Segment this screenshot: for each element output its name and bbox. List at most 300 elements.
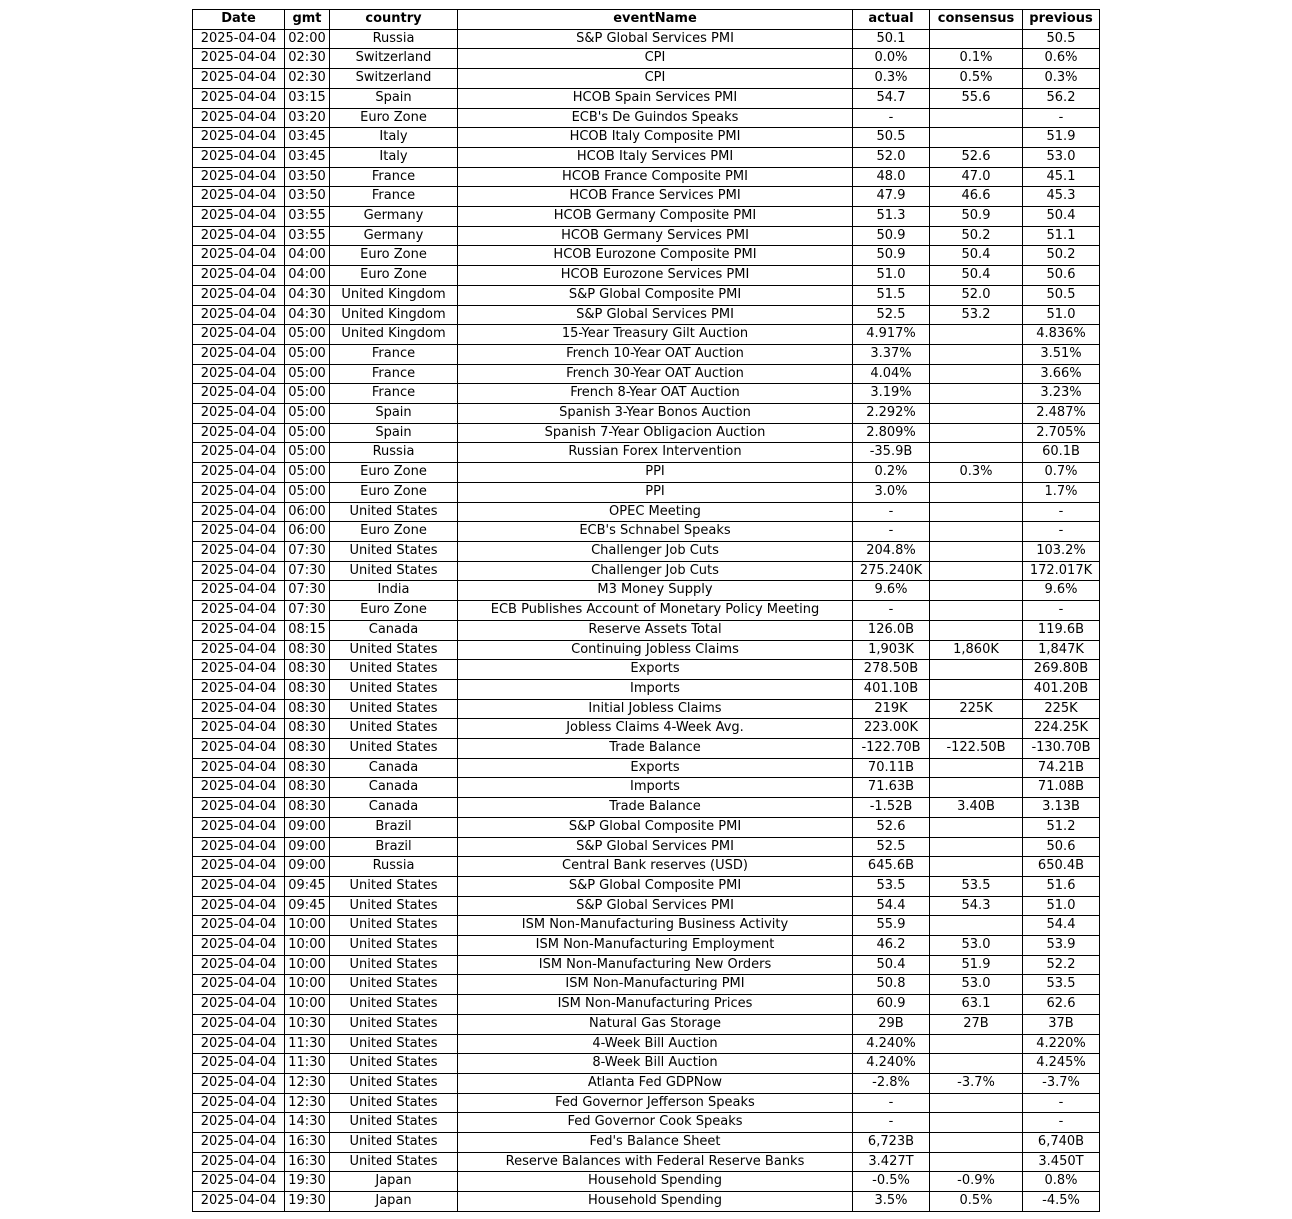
table-row: [193, 187, 1100, 207]
table-cell: United States: [330, 561, 458, 581]
table-cell: Fed's Balance Sheet: [458, 1133, 853, 1153]
table-cell: Canada: [330, 778, 458, 798]
table-cell: 55.9: [853, 916, 930, 936]
table-cell: 4.240%: [853, 1054, 930, 1074]
table-cell: 2025-04-04: [193, 147, 285, 167]
table-row: [193, 167, 1100, 187]
table-cell: 52.0: [930, 285, 1023, 305]
table-cell: 2025-04-04: [193, 896, 285, 916]
table-cell: [930, 443, 1023, 463]
table-cell: 08:30: [285, 679, 330, 699]
table-cell: 9.6%: [853, 581, 930, 601]
table-cell: 07:30: [285, 581, 330, 601]
table-cell: 71.08B: [1023, 778, 1100, 798]
table-cell: -35.9B: [853, 443, 930, 463]
table-cell: S&P Global Composite PMI: [458, 876, 853, 896]
table-cell: 2025-04-04: [193, 916, 285, 936]
table-cell: 2025-04-04: [193, 679, 285, 699]
table-cell: 11:30: [285, 1054, 330, 1074]
table-cell: [930, 857, 1023, 877]
table-cell: Household Spending: [458, 1192, 853, 1212]
table-cell: Russia: [330, 29, 458, 49]
table-cell: 50.4: [930, 266, 1023, 286]
table-cell: 10:00: [285, 916, 330, 936]
table-cell: 53.9: [1023, 936, 1100, 956]
table-cell: 2025-04-04: [193, 1152, 285, 1172]
table-row: [193, 29, 1100, 49]
table-cell: 2025-04-04: [193, 1034, 285, 1054]
table-cell: 2.705%: [1023, 423, 1100, 443]
table-cell: 0.1%: [930, 49, 1023, 69]
table-row: [193, 88, 1100, 108]
table-cell: 2025-04-04: [193, 187, 285, 207]
table-cell: United States: [330, 699, 458, 719]
table-cell: 03:45: [285, 147, 330, 167]
table-cell: 10:30: [285, 1014, 330, 1034]
table-cell: 46.6: [930, 187, 1023, 207]
table-cell: United States: [330, 679, 458, 699]
table-cell: 10:00: [285, 995, 330, 1015]
table-cell: 50.1: [853, 29, 930, 49]
table-cell: 53.0: [1023, 147, 1100, 167]
column-header-consensus: consensus: [930, 10, 1023, 30]
table-cell: 10:00: [285, 955, 330, 975]
table-cell: 51.9: [1023, 128, 1100, 148]
table-cell: 53.2: [930, 305, 1023, 325]
table-cell: United States: [330, 916, 458, 936]
table-cell: 2025-04-04: [193, 246, 285, 266]
table-cell: 51.1: [1023, 226, 1100, 246]
table-cell: 4.917%: [853, 325, 930, 345]
table-cell: [930, 620, 1023, 640]
table-cell: 53.0: [930, 936, 1023, 956]
table-cell: 08:30: [285, 798, 330, 818]
table-cell: United States: [330, 1093, 458, 1113]
table-cell: 02:00: [285, 29, 330, 49]
table-row: [193, 404, 1100, 424]
table-cell: Canada: [330, 798, 458, 818]
table-cell: 54.3: [930, 896, 1023, 916]
table-cell: Fed Governor Jefferson Speaks: [458, 1093, 853, 1113]
table-cell: United States: [330, 739, 458, 759]
table-row: [193, 936, 1100, 956]
table-cell: France: [330, 187, 458, 207]
table-cell: 2025-04-04: [193, 1014, 285, 1034]
table-cell: 05:00: [285, 404, 330, 424]
table-row: [193, 1133, 1100, 1153]
table-cell: Canada: [330, 758, 458, 778]
table-row: [193, 620, 1100, 640]
table-cell: United Kingdom: [330, 285, 458, 305]
table-cell: 45.1: [1023, 167, 1100, 187]
table-cell: United States: [330, 1133, 458, 1153]
table-cell: 2025-04-04: [193, 207, 285, 227]
table-cell: 3.40B: [930, 798, 1023, 818]
table-row: [193, 246, 1100, 266]
column-header-previous: previous: [1023, 10, 1100, 30]
table-cell: Spain: [330, 423, 458, 443]
table-cell: Euro Zone: [330, 266, 458, 286]
table-cell: 47.0: [930, 167, 1023, 187]
table-cell: United States: [330, 1014, 458, 1034]
table-cell: [930, 719, 1023, 739]
table-cell: -: [1023, 522, 1100, 542]
table-cell: 2025-04-04: [193, 561, 285, 581]
table-cell: 2025-04-04: [193, 1192, 285, 1212]
table-cell: ISM Non-Manufacturing Employment: [458, 936, 853, 956]
table-cell: 52.6: [930, 147, 1023, 167]
table-cell: -: [853, 522, 930, 542]
table-cell: 19:30: [285, 1192, 330, 1212]
table-cell: 2025-04-04: [193, 226, 285, 246]
table-cell: French 10-Year OAT Auction: [458, 344, 853, 364]
table-cell: Canada: [330, 620, 458, 640]
table-cell: Atlanta Fed GDPNow: [458, 1073, 853, 1093]
table-row: [193, 1172, 1100, 1192]
table-cell: [930, 364, 1023, 384]
table-cell: 50.9: [853, 226, 930, 246]
table-cell: 0.8%: [1023, 1172, 1100, 1192]
table-cell: S&P Global Services PMI: [458, 896, 853, 916]
table-cell: 224.25K: [1023, 719, 1100, 739]
table-cell: 06:00: [285, 522, 330, 542]
table-row: [193, 1034, 1100, 1054]
table-cell: 08:30: [285, 778, 330, 798]
table-cell: 2025-04-04: [193, 640, 285, 660]
table-cell: Challenger Job Cuts: [458, 561, 853, 581]
table-row: [193, 876, 1100, 896]
table-cell: 54.4: [853, 896, 930, 916]
table-cell: 645.6B: [853, 857, 930, 877]
table-cell: 51.2: [1023, 817, 1100, 837]
table-cell: 54.4: [1023, 916, 1100, 936]
table-cell: 51.0: [1023, 305, 1100, 325]
table-row: [193, 285, 1100, 305]
table-cell: 0.3%: [853, 69, 930, 89]
table-cell: 2025-04-04: [193, 660, 285, 680]
table-row: [193, 49, 1100, 69]
table-row: [193, 896, 1100, 916]
table-cell: United States: [330, 660, 458, 680]
table-cell: 3.13B: [1023, 798, 1100, 818]
table-cell: 401.10B: [853, 679, 930, 699]
table-cell: 8-Week Bill Auction: [458, 1054, 853, 1074]
table-cell: Spanish 3-Year Bonos Auction: [458, 404, 853, 424]
table-row: [193, 305, 1100, 325]
table-cell: Brazil: [330, 837, 458, 857]
table-cell: 2025-04-04: [193, 699, 285, 719]
table-cell: 51.6: [1023, 876, 1100, 896]
table-cell: 03:50: [285, 187, 330, 207]
table-cell: HCOB Eurozone Services PMI: [458, 266, 853, 286]
table-cell: ECB's Schnabel Speaks: [458, 522, 853, 542]
table-cell: 4.245%: [1023, 1054, 1100, 1074]
table-cell: 70.11B: [853, 758, 930, 778]
table-cell: 07:30: [285, 541, 330, 561]
table-cell: 225K: [1023, 699, 1100, 719]
table-cell: HCOB France Composite PMI: [458, 167, 853, 187]
table-cell: 50.6: [1023, 266, 1100, 286]
table-cell: [930, 758, 1023, 778]
table-cell: 46.2: [853, 936, 930, 956]
table-cell: 0.0%: [853, 49, 930, 69]
table-cell: 2025-04-04: [193, 1172, 285, 1192]
table-cell: 3.66%: [1023, 364, 1100, 384]
table-cell: [930, 423, 1023, 443]
table-cell: -: [1023, 1113, 1100, 1133]
table-row: [193, 679, 1100, 699]
table-cell: France: [330, 384, 458, 404]
table-cell: 2025-04-04: [193, 758, 285, 778]
table-cell: 2025-04-04: [193, 1133, 285, 1153]
table-cell: CPI: [458, 49, 853, 69]
table-cell: 08:30: [285, 719, 330, 739]
table-cell: Trade Balance: [458, 798, 853, 818]
table-cell: 4.240%: [853, 1034, 930, 1054]
table-cell: 2025-04-04: [193, 108, 285, 128]
table-cell: 0.7%: [1023, 463, 1100, 483]
table-cell: United States: [330, 995, 458, 1015]
table-cell: 2025-04-04: [193, 817, 285, 837]
table-cell: 50.9: [853, 246, 930, 266]
table-cell: 11:30: [285, 1034, 330, 1054]
table-cell: 50.2: [930, 226, 1023, 246]
table-cell: -122.50B: [930, 739, 1023, 759]
table-row: [193, 325, 1100, 345]
table-row: [193, 226, 1100, 246]
table-cell: 04:30: [285, 305, 330, 325]
table-cell: 50.8: [853, 975, 930, 995]
table-cell: 50.9: [930, 207, 1023, 227]
table-row: [193, 1113, 1100, 1133]
table-cell: 2025-04-04: [193, 1113, 285, 1133]
table-row: [193, 955, 1100, 975]
economic-calendar-table: [192, 9, 1100, 1212]
table-cell: 2025-04-04: [193, 29, 285, 49]
table-cell: 2025-04-04: [193, 739, 285, 759]
table-cell: 2025-04-04: [193, 384, 285, 404]
table-cell: [930, 581, 1023, 601]
table-cell: ISM Non-Manufacturing PMI: [458, 975, 853, 995]
table-cell: 02:30: [285, 69, 330, 89]
table-row: [193, 975, 1100, 995]
table-cell: -: [1023, 1093, 1100, 1113]
table-cell: France: [330, 364, 458, 384]
table-cell: Switzerland: [330, 49, 458, 69]
table-cell: [930, 1133, 1023, 1153]
table-cell: United States: [330, 640, 458, 660]
table-cell: 401.20B: [1023, 679, 1100, 699]
table-cell: 2025-04-04: [193, 285, 285, 305]
table-cell: 2025-04-04: [193, 778, 285, 798]
table-cell: 12:30: [285, 1093, 330, 1113]
table-cell: 3.5%: [853, 1192, 930, 1212]
table-cell: HCOB Germany Services PMI: [458, 226, 853, 246]
header-row: [193, 10, 1100, 30]
table-cell: 07:30: [285, 601, 330, 621]
table-cell: Exports: [458, 660, 853, 680]
table-cell: United States: [330, 896, 458, 916]
table-cell: 3.427T: [853, 1152, 930, 1172]
table-row: [193, 266, 1100, 286]
table-cell: Household Spending: [458, 1172, 853, 1192]
table-cell: 05:00: [285, 384, 330, 404]
table-cell: [930, 384, 1023, 404]
table-row: [193, 384, 1100, 404]
table-cell: 103.2%: [1023, 541, 1100, 561]
table-cell: 0.6%: [1023, 49, 1100, 69]
table-row: [193, 837, 1100, 857]
table-cell: 09:00: [285, 857, 330, 877]
table-cell: [930, 1113, 1023, 1133]
table-cell: Central Bank reserves (USD): [458, 857, 853, 877]
table-cell: Italy: [330, 128, 458, 148]
table-cell: 53.5: [1023, 975, 1100, 995]
table-cell: 275.240K: [853, 561, 930, 581]
column-header-eventName: eventName: [458, 10, 853, 30]
table-cell: [930, 601, 1023, 621]
table-cell: ISM Non-Manufacturing Prices: [458, 995, 853, 1015]
table-cell: Fed Governor Cook Speaks: [458, 1113, 853, 1133]
table-cell: 09:00: [285, 817, 330, 837]
table-cell: [930, 404, 1023, 424]
table-cell: 9.6%: [1023, 581, 1100, 601]
table-cell: 48.0: [853, 167, 930, 187]
table-cell: Reserve Assets Total: [458, 620, 853, 640]
table-cell: HCOB Italy Services PMI: [458, 147, 853, 167]
table-cell: [930, 325, 1023, 345]
table-cell: 2025-04-04: [193, 857, 285, 877]
table-cell: HCOB Eurozone Composite PMI: [458, 246, 853, 266]
table-cell: 2025-04-04: [193, 1093, 285, 1113]
table-cell: ISM Non-Manufacturing Business Activity: [458, 916, 853, 936]
table-cell: 2025-04-04: [193, 344, 285, 364]
table-cell: 05:00: [285, 482, 330, 502]
table-cell: 1,860K: [930, 640, 1023, 660]
table-cell: [930, 502, 1023, 522]
table-cell: 172.017K: [1023, 561, 1100, 581]
table-cell: 2025-04-04: [193, 69, 285, 89]
table-cell: 1,903K: [853, 640, 930, 660]
table-cell: 51.0: [853, 266, 930, 286]
table-cell: United States: [330, 936, 458, 956]
table-cell: 1.7%: [1023, 482, 1100, 502]
table-cell: [930, 482, 1023, 502]
table-cell: India: [330, 581, 458, 601]
table-cell: S&P Global Composite PMI: [458, 285, 853, 305]
table-cell: Imports: [458, 679, 853, 699]
table-cell: 2025-04-04: [193, 325, 285, 345]
table-cell: 4-Week Bill Auction: [458, 1034, 853, 1054]
table-cell: United Kingdom: [330, 325, 458, 345]
table-cell: 0.3%: [1023, 69, 1100, 89]
table-cell: 45.3: [1023, 187, 1100, 207]
table-cell: 2025-04-04: [193, 936, 285, 956]
table-cell: 05:00: [285, 364, 330, 384]
table-row: [193, 1014, 1100, 1034]
table-cell: 2025-04-04: [193, 798, 285, 818]
table-cell: 52.5: [853, 837, 930, 857]
table-cell: 47.9: [853, 187, 930, 207]
table-cell: -0.9%: [930, 1172, 1023, 1192]
table-cell: United States: [330, 541, 458, 561]
table-cell: Russia: [330, 443, 458, 463]
table-cell: Switzerland: [330, 69, 458, 89]
table-cell: Italy: [330, 147, 458, 167]
table-cell: [930, 778, 1023, 798]
table-cell: 06:00: [285, 502, 330, 522]
table-row: [193, 1152, 1100, 1172]
table-cell: 50.5: [1023, 285, 1100, 305]
table-row: [193, 699, 1100, 719]
table-cell: 4.836%: [1023, 325, 1100, 345]
table-cell: -: [1023, 108, 1100, 128]
table-cell: 2025-04-04: [193, 88, 285, 108]
table-cell: HCOB Spain Services PMI: [458, 88, 853, 108]
table-row: [193, 739, 1100, 759]
table-cell: 08:30: [285, 739, 330, 759]
table-cell: HCOB France Services PMI: [458, 187, 853, 207]
table-cell: 16:30: [285, 1152, 330, 1172]
table-cell: 225K: [930, 699, 1023, 719]
table-row: [193, 995, 1100, 1015]
table-cell: 0.5%: [930, 1192, 1023, 1212]
table-cell: United States: [330, 1073, 458, 1093]
table-row: [193, 817, 1100, 837]
table-cell: 03:15: [285, 88, 330, 108]
table-cell: 0.3%: [930, 463, 1023, 483]
table-cell: Brazil: [330, 817, 458, 837]
table-cell: Natural Gas Storage: [458, 1014, 853, 1034]
table-cell: Japan: [330, 1172, 458, 1192]
table-cell: [930, 837, 1023, 857]
table-cell: 54.7: [853, 88, 930, 108]
table-cell: 08:30: [285, 640, 330, 660]
table-cell: [930, 522, 1023, 542]
table-cell: 60.1B: [1023, 443, 1100, 463]
table-cell: Challenger Job Cuts: [458, 541, 853, 561]
table-cell: 50.4: [930, 246, 1023, 266]
table-cell: 09:45: [285, 896, 330, 916]
table-cell: 2025-04-04: [193, 1073, 285, 1093]
table-cell: 50.4: [1023, 207, 1100, 227]
table-cell: 2025-04-04: [193, 876, 285, 896]
table-cell: Euro Zone: [330, 601, 458, 621]
table-row: [193, 522, 1100, 542]
table-cell: [930, 29, 1023, 49]
table-row: [193, 423, 1100, 443]
table-cell: CPI: [458, 69, 853, 89]
table-cell: 16:30: [285, 1133, 330, 1153]
table-cell: 04:30: [285, 285, 330, 305]
table-cell: 04:00: [285, 266, 330, 286]
table-cell: -0.5%: [853, 1172, 930, 1192]
table-cell: 02:30: [285, 49, 330, 69]
table-cell: United States: [330, 1152, 458, 1172]
table-cell: -: [853, 502, 930, 522]
column-header-Date: Date: [193, 10, 285, 30]
table-cell: S&P Global Services PMI: [458, 29, 853, 49]
table-cell: 2025-04-04: [193, 49, 285, 69]
table-body: [193, 29, 1100, 1211]
table-cell: 2025-04-04: [193, 167, 285, 187]
table-cell: Euro Zone: [330, 482, 458, 502]
table-cell: 50.5: [1023, 29, 1100, 49]
table-cell: 3.450T: [1023, 1152, 1100, 1172]
table-cell: [930, 108, 1023, 128]
table-cell: Germany: [330, 226, 458, 246]
table-cell: 08:15: [285, 620, 330, 640]
